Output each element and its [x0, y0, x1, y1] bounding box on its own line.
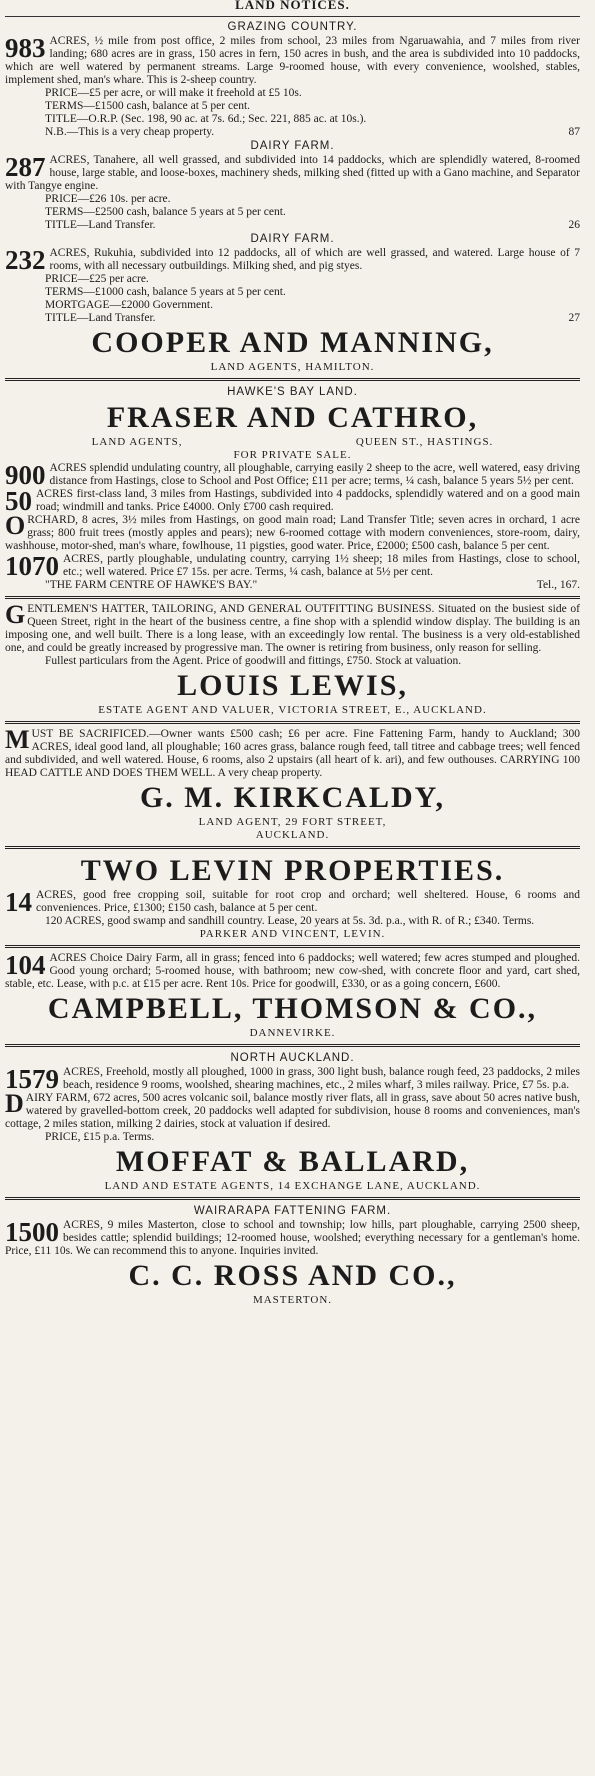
- ad-number: 1500: [5, 1217, 59, 1247]
- firm-caption: ESTATE AGENT AND VALUER, VICTORIA STREET, E., AUCKLAND.: [98, 704, 487, 716]
- ad-number: 50: [5, 486, 32, 516]
- drop-cap: M: [5, 725, 30, 754]
- ad-text: RCHARD, 8 acres, 3½ miles from Hastings, on good main road; Land Transfer Title; seven acres in orchard, 1 acre grass; 800 fruit trees (mostly apples and pears); new 6-roomed cottage with modern conveniences, store-room, dairy, washhouse, motor-shed, man's whare, fowlhouse, 11 pigsties, good water. Price, £2000; £500 cash, balance 5 per cent.: [5, 514, 580, 552]
- ad-50: [5, 488, 580, 514]
- slogan: "THE FARM CENTRE OF HAWKE'S BAY.": [45, 579, 258, 591]
- ad-1579: [5, 1066, 580, 1092]
- caption-right: QUEEN ST., HASTINGS.: [355, 436, 494, 448]
- firm-name: CAMPBELL, THOMSON & CO.,: [47, 992, 538, 1025]
- ref-number: 27: [568, 312, 580, 324]
- ad-line: PRICE—£26 10s. per acre.: [45, 193, 171, 205]
- firm-caption: PARKER AND VINCENT, LEVIN.: [199, 928, 386, 940]
- ad-line: PRICE—£5 per acre, or will make it freehold at £5 10s.: [45, 87, 302, 99]
- ad-text: ACRES Choice Dairy Farm, all in grass; fenced into 6 paddocks; well watered; few acres stumped and ploughed. Good young orchard; 5-roomed house, with bathroom; new cow-shed, with concrete floor and yard, cart shed, stable, etc. Lease, with p.c. at £15 per acre. Rent 10s. Price for goodwill, £330, or as a going concern, £600.: [5, 952, 580, 990]
- ad-text: ACRES, Tanahere, all well grassed, and subdivided into 14 paddocks, which are splendidly watered, 8-roomed house, large stable, and loose-boxes, machinery sheds, milking shed (fitted up with a Gano machine, and Separator with Tangye engine.: [5, 154, 580, 192]
- ad-text: ACRES, ½ mile from post office, 2 miles from school, 23 miles from Ngaruawahia, and 7 miles from river landing; 680 acres are in grass, 150 acres in fern, 150 acres in bush, and the area is subdivided into 10 paddocks, which are well watered by permanent streams. Large 9-roomed house, with every convenience, woolshed, stables, implement shed, man's whare. This is 2-sheep country.: [5, 35, 580, 86]
- slogan-row: [45, 579, 580, 592]
- ad-text: ACRES, Rukuhia, subdivided into 12 paddocks, all of which are well grassed, and watered. Large house of 7 rooms, with all necessary outbuildings. Milking shed, and pig styes.: [49, 247, 580, 272]
- section-title: NORTH AUCKLAND.: [230, 1052, 355, 1064]
- divider: [5, 378, 580, 381]
- ad-line: Fullest particulars from the Agent. Price of goodwill and fittings, £750. Stock at valuation.: [45, 655, 462, 667]
- ad-text: ACRES first-class land, 3 miles from Hastings, subdivided into 4 paddocks, splendidly watered and on a good main road; windmill and tanks. Price £4000. Only £700 cash required.: [36, 488, 580, 513]
- section-title: WAIRARAPA FATTENING FARM.: [193, 1205, 392, 1217]
- section-ross: [5, 1204, 580, 1307]
- ad-text: ACRES, 9 miles Masterton, close to school and township; low hills, part ploughable, carrying 2500 sheep, besides cattle; splendid buildings; 12-roomed house, woolshed; everything necessary for a gentleman's home. Price, £11 10s. We can recommend this to anyone. Inquiries invited.: [5, 1219, 580, 1257]
- ad-line-ref: [45, 126, 580, 139]
- ad-983: [5, 35, 580, 87]
- ad-line: TERMS—£2500 cash, balance 5 years at 5 per cent.: [45, 206, 286, 218]
- section-title: GRAZING COUNTRY.: [227, 21, 358, 33]
- firm-caption: LAND AGENTS, HAMILTON.: [210, 361, 375, 373]
- divider: [5, 1044, 580, 1047]
- drop-cap: G: [5, 600, 26, 629]
- section-moffat: [5, 1051, 580, 1193]
- firm-name: TWO LEVIN PROPERTIES.: [80, 854, 505, 887]
- firm-name: LOUIS LEWIS,: [177, 669, 408, 702]
- sale-caption: FOR PRIVATE SALE.: [233, 449, 352, 461]
- ad-line: TITLE—Land Transfer.: [45, 312, 156, 324]
- ad-text: ACRES, partly ploughable, undulating country, carrying 1½ sheep; 18 miles from Hastings, close to school, etc.; well watered. Price £7 15s. per acre. Terms, ¼ cash, balance at 5½ per cent.: [63, 553, 580, 578]
- telephone: Tel., 167.: [536, 579, 580, 591]
- drop-cap: O: [5, 511, 26, 540]
- section-fraser-cathro: [5, 385, 580, 592]
- ad-orchard: [5, 511, 580, 553]
- section-kirkcaldy: [5, 725, 580, 842]
- ad-text: ACRES, good free cropping soil, suitable for root crop and orchard; well sheltered. House, 6 rooms and conveniences. Price, £1300; £150 cash, balance at 5 per cent.: [36, 889, 580, 914]
- ad-line: TITLE—O.R.P. (Sec. 198, 90 ac. at 7s. 6d.; Sec. 221, 885 ac. at 10s.).: [45, 113, 367, 125]
- ad-number: 232: [5, 245, 46, 275]
- firm-caption: LAND AND ESTATE AGENTS, 14 EXCHANGE LANE, AUCKLAND.: [104, 1180, 481, 1192]
- ad-line: N.B.—This is a very cheap property.: [45, 126, 215, 138]
- firm-name: FRASER AND CATHRO,: [106, 401, 479, 434]
- page-title: LAND NOTICES.: [235, 0, 350, 12]
- section-title: HAWKE'S BAY LAND.: [227, 386, 358, 398]
- ref-number: 87: [568, 126, 580, 138]
- ad-number: 983: [5, 33, 46, 63]
- ad-number: 900: [5, 460, 46, 490]
- firm-caption: LAND AGENT, 29 FORT STREET,: [198, 816, 387, 828]
- ad-104: [5, 952, 580, 991]
- ad-line: 120 ACRES, good swamp and sandhill country. Lease, 20 years at 5s. 3d. p.a., with R. of R.; £340. Terms.: [45, 915, 535, 927]
- ad-line: PRICE, £15 p.a. Terms.: [45, 1131, 155, 1143]
- ad-900: [5, 462, 580, 488]
- divider: [5, 945, 580, 948]
- firm-caption: AUCKLAND.: [255, 829, 330, 841]
- firm-caption: DANNEVIRKE.: [249, 1027, 336, 1039]
- ad-number: 104: [5, 950, 46, 980]
- ad-232: [5, 247, 580, 273]
- section-campbell: [5, 952, 580, 1040]
- firm-name: C. C. ROSS AND CO.,: [128, 1259, 457, 1292]
- ad-number: 14: [5, 887, 32, 917]
- divider: [5, 721, 580, 724]
- ad-text: ACRES splendid undulating country, all ploughable, carrying easily 2 sheep to the acre, well watered, easy driving distance from Hastings, close to School and Post Office; £11 per acre; terms, ¼ cash, balance 5 years 5½ per cent.: [49, 462, 580, 487]
- section-louis-lewis: [5, 600, 580, 717]
- ad-text: UST BE SACRIFICED.—Owner wants £500 cash; £6 per acre. Fine Fattening Farm, handy to Auckland; 300 ACRES, ideal good land, all ploughable; 160 acres grass, balance rough feed, tall titree and cabbage trees; well fenced and subdivided, and well watered. House, 6 rooms, also 2 upstairs (all heart of k. ari), and few outhouses. CARRYING 100 HEAD CATTLE AND DOES THEM WELL. A very cheap property.: [5, 728, 580, 779]
- ad-287: [5, 154, 580, 193]
- ad-line: TERMS—£1500 cash, balance at 5 per cent.: [45, 100, 251, 112]
- section-levin: [5, 853, 580, 941]
- ad-number: 287: [5, 152, 46, 182]
- ad-14: [5, 889, 580, 915]
- firm-caption: MASTERTON.: [252, 1294, 333, 1306]
- ad-line-ref: [45, 312, 580, 325]
- ad-line: MORTGAGE—£2000 Government.: [45, 299, 213, 311]
- section-subtitle: DAIRY FARM.: [250, 233, 335, 245]
- divider: [5, 16, 580, 17]
- ad-line: TERMS—£1000 cash, balance 5 years at 5 per cent.: [45, 286, 286, 298]
- ad-number: 1070: [5, 551, 59, 581]
- firm-name: COOPER AND MANNING,: [91, 326, 494, 359]
- divider: [5, 596, 580, 599]
- ad-dairy: [5, 1089, 580, 1131]
- ad-business: [5, 600, 580, 655]
- firm-caption: [5, 436, 580, 449]
- ad-text: AIRY FARM, 672 acres, 500 acres volcanic soil, balance mostly river flats, all in grass, save about 50 acres native bush, watered by gravelled-bottom creek, 20 paddocks well adapted for subdivision, house 8 rooms and conveniences, man's cottage, 2 miles station, milking 2 dairies, stock at valuation if desired.: [5, 1092, 580, 1130]
- ad-line: TITLE—Land Transfer.: [45, 219, 156, 231]
- firm-name: MOFFAT & BALLARD,: [115, 1145, 470, 1178]
- ad-sacrifice: [5, 725, 580, 780]
- ad-line-ref: [45, 219, 580, 232]
- ad-number: 1579: [5, 1064, 59, 1094]
- ad-1070: [5, 553, 580, 579]
- ad-line: PRICE—£25 per acre.: [45, 273, 149, 285]
- section-cooper-manning: [5, 20, 580, 374]
- ad-1500: [5, 1219, 580, 1258]
- ad-text: ENTLEMEN'S HATTER, TAILORING, AND GENERAL OUTFITTING BUSINESS. Situated on the busiest side of Queen Street, right in the heart of the business centre, a fine shop with a splendid window display. The building is an imposing one, and well built. There is a long lease, with an exceedingly low rental. The business is a very old-established one, and could be greatly increased by progressive man. The owner is retiring from business, only reason for selling.: [5, 603, 580, 654]
- caption-left: LAND AGENTS,: [91, 436, 183, 448]
- section-subtitle: DAIRY FARM.: [250, 140, 335, 152]
- firm-name: G. M. KIRKCALDY,: [139, 781, 446, 814]
- ref-number: 26: [568, 219, 580, 231]
- drop-cap: D: [5, 1089, 24, 1118]
- divider: [5, 1197, 580, 1200]
- divider: [5, 846, 580, 849]
- ad-text: ACRES, Freehold, mostly all ploughed, 1000 in grass, 300 light bush, balance rough feed, 23 paddocks, 2 miles beach, residence 9 rooms, woolshed, shearing machines, etc., 2 miles wharf, 3 miles railway. Price, £7 5s. p.a.: [63, 1066, 580, 1091]
